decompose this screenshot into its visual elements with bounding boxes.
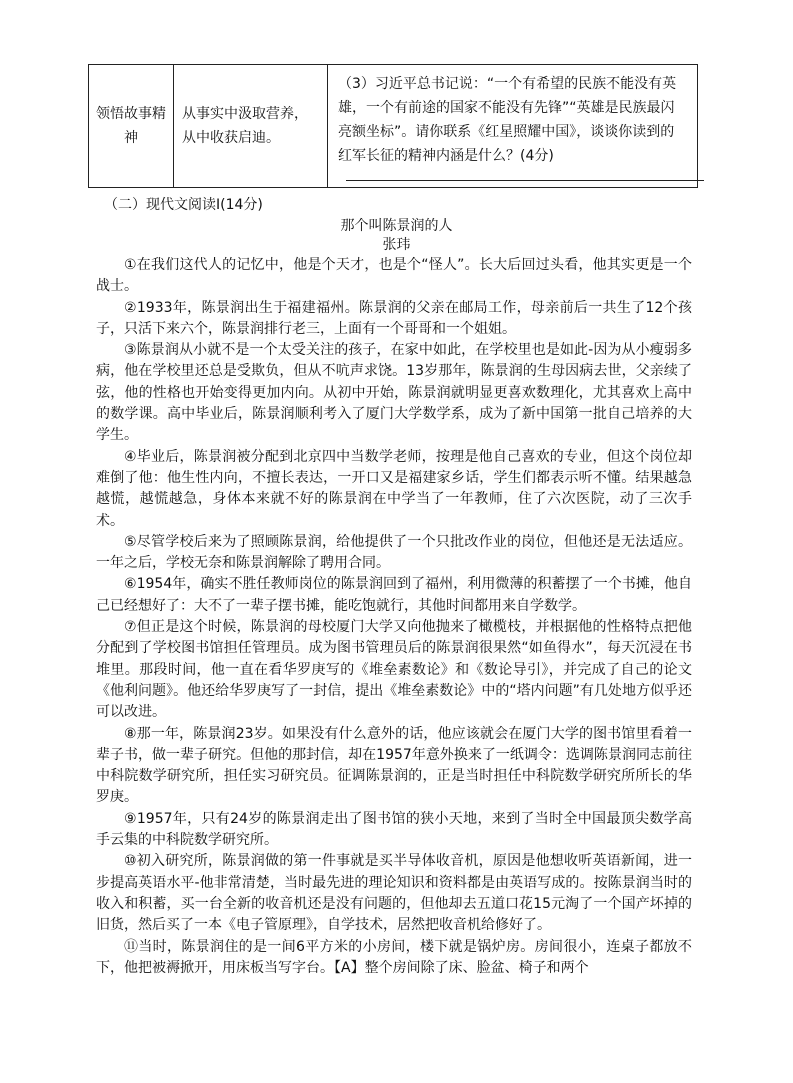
- paragraph: ④毕业后，陈景润被分配到北京四中当数学老师，按理是他自己喜欢的专业，但这个岗位却难倒了他：他生性内向，不擅长表达，一开口又是福建家乡话，学生们都表示听不懂。结果越急越慌，越慌越急，身体本来就不好的陈景润在中学当了一年教师，住了六次医院，动了三次手术。: [96, 448, 692, 529]
- category-text: 领悟故事精神: [96, 106, 166, 146]
- paragraph: ⑧那一年，陈景润23岁。如果没有什么意外的话，他应该就会在厦门大学的图书馆里看着一辈子书，做一辈子研究。但他的那封信，却在1957年意外换来了一纸调令：选调陈景润同志前往中科院数学研究所，担任实习研究员。征调陈景润的，正是当时担任中科院数学研究所所长的华罗庚。: [96, 725, 692, 806]
- paragraph: ⑦但正是这个时候，陈景润的母校厦门大学又向他抛来了橄榄枝，并根据他的性格特点把他分配到了学校图书馆担任管理员。成为图书管理员后的陈景润很果然“如鱼得水”，每天沉浸在书堆里。那段时间，他一直在看华罗庚写的《堆垒素数论》和《数论导引》，并完成了自己的论文《他利问题》。他还给华罗庚写了一封信，提出《堆垒素数论》中的“塔内问题”有几处地方似乎还可以改进。: [96, 619, 692, 721]
- paragraph: ①在我们这代人的记忆中，他是个天才，也是个“怪人”。长大后回过头看，他其实更是一个战士。: [96, 257, 692, 295]
- paragraph: ③陈景润从小就不是一个太受关注的孩子，在家中如此，在学校里也是如此-因为从小瘦弱多病，他在学校里还总是受欺负，但从不吭声求饶。13岁那年，陈景润的生母因病去世，父亲续了弦，他的性格也开始变得更加内向。从初中开始，陈景润就明显更喜欢数理化，尤其喜欢上高中的数学课。高中毕业后，陈景润顺利考入了厦门大学数学系，成为了新中国第一批自己培养的大学生。: [96, 342, 692, 444]
- question-table: [88, 64, 698, 188]
- section-heading: （二）现代文阅读Ⅰ(14分): [104, 197, 263, 213]
- question-text: （3）习近平总书记说：“一个有希望的民族不能没有英雄，一个有前途的国家不能没有先锋”“英雄是民族最闪亮额坐标”。请你联系《红星照耀中国》，谈谈你读到的红军长征的精神内涵是什么？(4分): [338, 75, 677, 164]
- method-text: 从事实中汲取营养，从中收获启迪。: [182, 106, 308, 146]
- paragraph: ⑨1957年，只有24岁的陈景润走出了图书馆的狭小天地，来到了当时全中国最顶尖数学高手云集的中科院数学研究所。: [96, 810, 692, 849]
- paragraph: ⑤尽管学校后来为了照顾陈景润，给他提供了一个只批改作业的岗位，但他还是无法适应。一年之后，学校无奈和陈景润解除了聘用合同。: [96, 533, 692, 572]
- article-author: 张玮: [382, 237, 411, 253]
- paragraph: ⑩初入研究所，陈景润做的第一件事就是买半导体收音机，原因是他想收听英语新闻，进一步提高英语水平-他非常清楚，当时最先进的理论知识和资料都是由英语写成的。按陈景润当时的收入和积蓄，买一台全新的收音机还是没有问题的，但他却去五道口花15元淘了一个国产坏掉的旧货，然后买了一本《电子管原理》，自学技术，居然把收音机给修好了。: [96, 853, 692, 934]
- paragraph: ⑪当时，陈景润住的是一间6平方米的小房间，楼下就是锅炉房。房间很小，连桌子都放不下，他把被褥掀开，用床板当写字台。【A】整个房间除了床、脸盆、椅子和两个: [96, 938, 692, 976]
- table-cell-method: [174, 65, 328, 188]
- table-cell-category: [89, 65, 174, 188]
- table-row: [89, 65, 698, 188]
- answer-line: [346, 170, 704, 181]
- paragraph: ⑥1954年，确实不胜任教师岗位的陈景润回到了福州，利用微薄的积蓄摆了一个书摊，他自己已经想好了：大不了一辈子摆书摊，能吃饱就行，其他时间都用来自学数学。: [96, 576, 692, 614]
- article-title: 那个叫陈景润的人: [340, 218, 453, 234]
- table-cell-question: [328, 65, 698, 188]
- paragraph: ②1933年，陈景润出生于福建福州。陈景润的父亲在邮局工作，母亲前后一共生了12个孩子，只活下来六个，陈景润排行老三，上面有一个哥哥和一个姐姐。: [96, 299, 692, 337]
- article-body: [96, 255, 692, 979]
